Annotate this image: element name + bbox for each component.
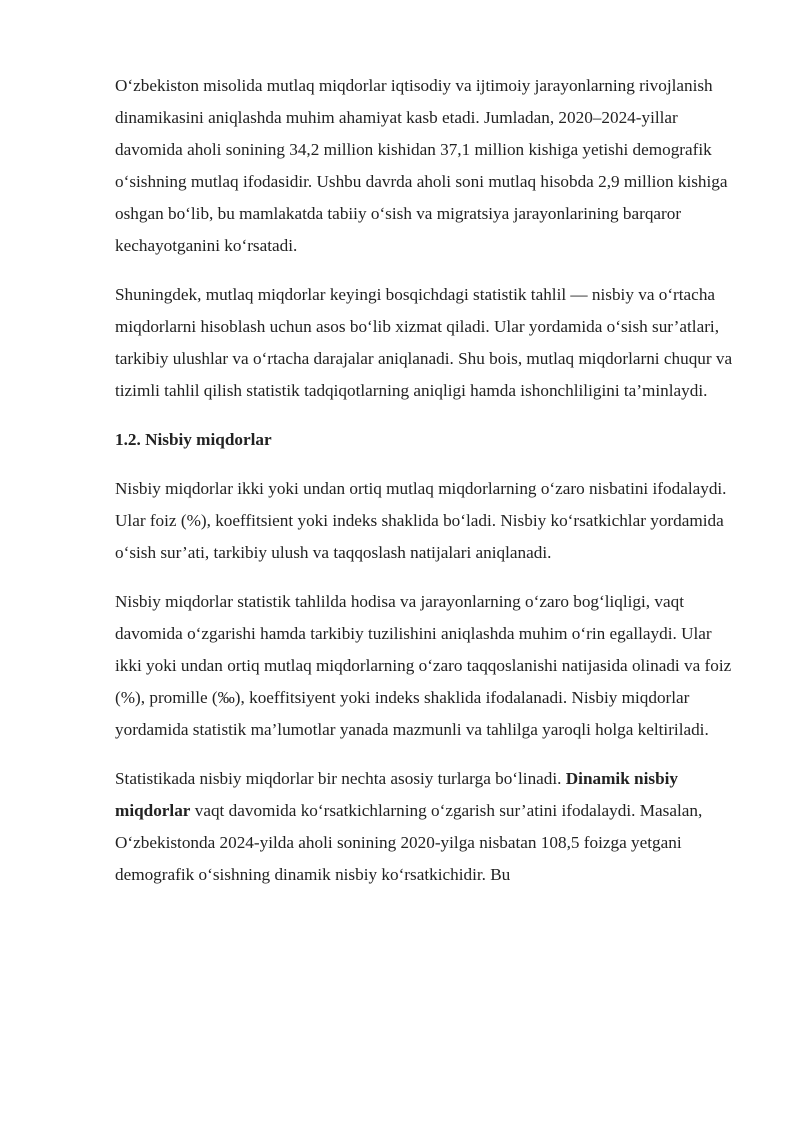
types-description-text: vaqt davomida ko‘rsatkichlarning o‘zgarish sur’atini ifodalaydi. Masalan, O‘zbekistonda 2024-yilda aholi sonining 2020-yilga nisbatan 108,5 foizga yetgani demografik o‘sishning dinamik nisbiy ko‘rsatkichidir. Bu (115, 801, 703, 884)
paragraph-relative-values-definition: Nisbiy miqdorlar ikki yoki undan ortiq mutlaq miqdorlarning o‘zaro nisbatini ifodalaydi. Ular foiz (%), koeffitsient yoki indeks shaklida bo‘ladi. Nisbiy ko‘rsatkichlar yordamida o‘sish sur’ati, tarkibiy ulush va taqqoslash natijalari aniqlanadi. (115, 479, 727, 562)
paragraph-absolute-values-example: O‘zbekiston misolida mutlaq miqdorlar iqtisodiy va ijtimoiy jarayonlarning rivojlanish dinamikasini aniqlashda muhim ahamiyat kasb etadi. Jumladan, 2020–2024-yillar davomida aholi sonining 34,2 million kishidan 37,1 million kishiga yetishi demografik o‘sishning mutlaq ifodasidir. Ushbu davrda aholi soni mutlaq hisobda 2,9 million kishiga oshgan bo‘lib, bu mamlakatda tabiiy o‘sish va migratsiya jarayonlarining barqaror kechayotganini ko‘rsatadi. (115, 76, 728, 255)
document-page (115, 70, 740, 908)
paragraph-relative-values-analysis: Nisbiy miqdorlar statistik tahlilda hodisa va jarayonlarning o‘zaro bog‘liqligi, vaqt davomida o‘zgarishi hamda tarkibiy tuzilishini aniqlashda muhim o‘rin egallaydi. Ular ikki yoki undan ortiq mutlaq miqdorlarning o‘zaro taqqoslanishi natijasida olinadi va foiz (%), promille (‰), koeffitsiyent yoki indeks shaklida ifodalanadi. Nisbiy miqdorlar yordamida statistik ma’lumotlar yanada mazmunli va tahlilga yaroqli holga keltiriladi. (115, 592, 732, 739)
section-heading: 1.2. Nisbiy miqdorlar (115, 430, 272, 449)
paragraph-relative-values-types (115, 763, 740, 891)
types-intro-text: Statistikada nisbiy miqdorlar bir nechta asosiy turlarga bo‘linadi. (115, 769, 562, 788)
paragraph-absolute-values-role: Shuningdek, mutlaq miqdorlar keyingi bosqichdagi statistik tahlil — nisbiy va o‘rtacha miqdorlarni hisoblash uchun asos bo‘lib xizmat qiladi. Ular yordamida o‘sish sur’atlari, tarkibiy ulushlar va o‘rtacha darajalar aniqlanadi. Shu bois, mutlaq miqdorlarni chuqur va tizimli tahlil qilish statistik tadqiqotlarning aniqligi hamda ishonchliligini ta’minlaydi. (115, 285, 733, 400)
dynamic-relative-values-term: Dinamik nisbiy miqdorlar (115, 769, 679, 820)
